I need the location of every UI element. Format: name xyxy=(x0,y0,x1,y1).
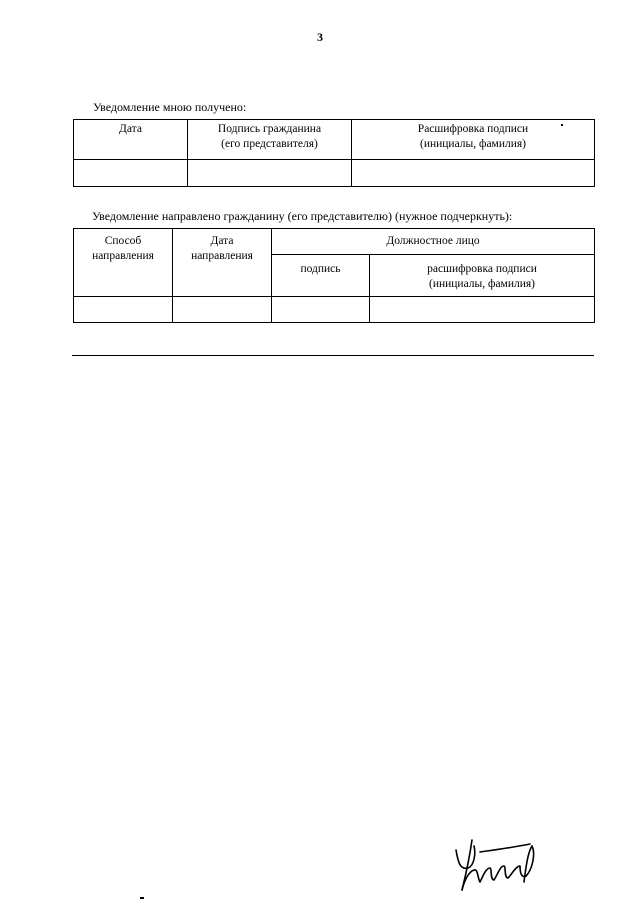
signature-strokes xyxy=(456,840,534,890)
sent-table-header-row-1 xyxy=(74,229,595,255)
method-header-line-1: Способ xyxy=(104,235,142,247)
handwritten-signature xyxy=(450,830,550,895)
method-cell xyxy=(74,297,173,323)
signature-decoding-cell xyxy=(352,160,595,187)
citizen-signature-header-line-1: Подпись гражданина xyxy=(217,123,322,135)
sent-table xyxy=(73,228,595,323)
official-signature-header: подпись xyxy=(272,255,370,297)
date-header-line-1: Дата xyxy=(119,123,142,135)
date-cell xyxy=(74,160,188,187)
sent-table-empty-row xyxy=(74,297,595,323)
signature-decoding-header-line-1: Расшифровка подписи xyxy=(417,123,529,135)
signature-stroke xyxy=(456,846,475,868)
sent-date-header-line-1: Дата xyxy=(210,235,234,247)
official-decoding-header-line-1: расшифровка подписи xyxy=(427,263,537,275)
citizen-signature-header xyxy=(188,120,352,160)
sent-section-title: Уведомление направлено гражданину (его представителю) (нужное подчеркнуть): xyxy=(92,209,513,223)
signature-stroke xyxy=(524,846,534,882)
horizontal-rule xyxy=(72,355,594,356)
sent-date-cell xyxy=(173,297,272,323)
official-decoding-header-line-2: (инициалы, фамилия) xyxy=(428,278,536,290)
official-decoding-header xyxy=(370,255,595,297)
date-header xyxy=(74,120,188,160)
citizen-signature-header-line-2: (его представителя) xyxy=(221,138,318,150)
received-section-title: Уведомление мною получено: xyxy=(93,100,247,114)
signature-decoding-header-line-2: (инициалы, фамилия) xyxy=(419,138,527,150)
scan-speck xyxy=(140,897,144,899)
citizen-signature-cell xyxy=(188,160,352,187)
signature-stroke xyxy=(480,844,530,852)
method-header xyxy=(74,229,173,297)
received-table-header-row xyxy=(74,120,595,160)
sent-date-header xyxy=(173,229,272,297)
received-table-empty-row xyxy=(74,160,595,187)
signature-decoding-header xyxy=(352,120,595,160)
scan-speck xyxy=(561,124,563,126)
received-table xyxy=(73,119,595,187)
official-decoding-cell xyxy=(370,297,595,323)
method-header-line-2: направления xyxy=(92,250,154,262)
official-signature-cell xyxy=(272,297,370,323)
official-header: Должностное лицо xyxy=(272,229,595,255)
page-number: 3 xyxy=(317,30,323,44)
sent-date-header-line-2: направления xyxy=(191,250,253,262)
signature-stroke xyxy=(462,866,526,890)
